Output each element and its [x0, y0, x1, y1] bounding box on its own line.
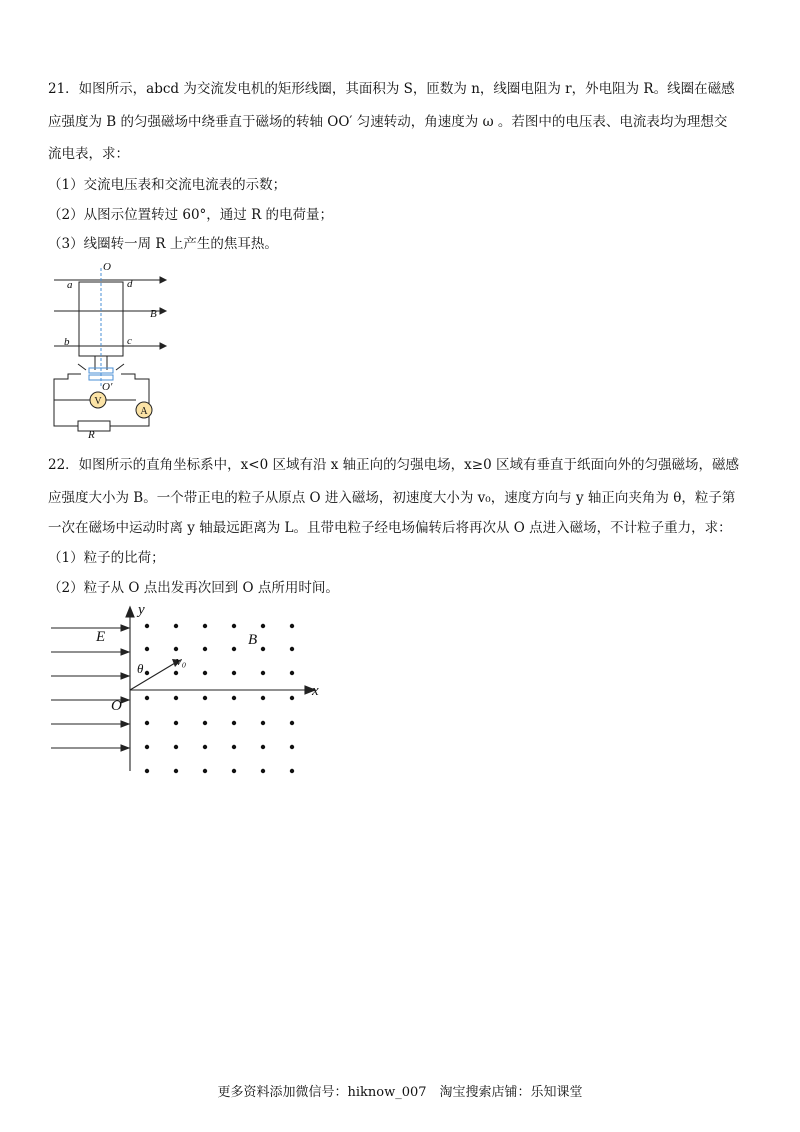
bfield-dot [290, 671, 294, 675]
bfield-dot [203, 647, 207, 651]
q22-label-x: x [312, 683, 319, 699]
q22-label-O: O [111, 698, 122, 714]
bfield-dot [145, 647, 149, 651]
bfield-dot [203, 769, 207, 773]
q22-line-3: 一次在磁场中运动时离 y 轴最远距离为 L。且带电粒子经电场偏转后将再次从 O 点进入磁场，不计粒子重力，求： [48, 520, 732, 536]
bfield-dot [261, 696, 265, 700]
q21-label-b: b [64, 336, 70, 348]
bfield-dot [232, 647, 236, 651]
efield-arrowhead [121, 697, 129, 703]
efield-arrowhead [121, 649, 129, 655]
q21-line-3: 流电表，求： [48, 146, 129, 162]
bfield-dot [203, 721, 207, 725]
bfield-dot [145, 745, 149, 749]
q21-sub-3: （3）线圈转一周 R 上产生的焦耳热。 [48, 236, 278, 252]
q22-label-E: E [96, 629, 106, 645]
q21-line-2: 应强度为 B 的匀强磁场中绕垂直于磁场的转轴 OO′ 匀速转动，角速度为 ω 。若图中的电压表、电流表均为理想交 [48, 114, 728, 130]
q21-label-A: A [140, 406, 148, 417]
q21-label-R: R [88, 429, 95, 441]
efield-arrowhead [121, 721, 129, 727]
bfield-dot [261, 647, 265, 651]
q21-label-a: a [67, 279, 73, 291]
q22-line-2: 应强度大小为 B。一个带正电的粒子从原点 O 进入磁场，初速度大小为 v₀，速度方向与 y 轴正向夹角为 θ，粒子第 [48, 490, 736, 506]
bfield-dot [145, 624, 149, 628]
q21-label-V: V [94, 396, 102, 407]
bfield-dot [290, 647, 294, 651]
q22-label-theta: θ [137, 661, 144, 676]
bfield-dot [261, 745, 265, 749]
bfield-dot [174, 696, 178, 700]
bfield-dot [232, 671, 236, 675]
bfield-dot [261, 721, 265, 725]
bfield-dot [174, 745, 178, 749]
bfield-dot [290, 745, 294, 749]
q21-label-Oprime: O′ [102, 381, 113, 393]
q22-line-1: 22．如图所示的直角坐标系中，x<0 区域有沿 x 轴正向的匀强电场，x≥0 区域有垂直于纸面向外的匀强磁场，磁感 [48, 457, 739, 473]
bfield-dot [261, 671, 265, 675]
q22-label-B: B [248, 632, 258, 648]
bfield-dot [174, 721, 178, 725]
bfield-dot [232, 745, 236, 749]
q21-line-1: 21．如图所示，abcd 为交流发电机的矩形线圈，其面积为 S，匝数为 n，线圈电阻为 r，外电阻为 R。线圈在磁感 [48, 81, 735, 97]
bfield-dot [145, 769, 149, 773]
q21-label-c: c [127, 335, 132, 347]
bfield-dot [290, 721, 294, 725]
q21-label-B: B [150, 308, 157, 320]
efield-arrowhead [121, 673, 129, 679]
bfield-dot [145, 721, 149, 725]
bfield-dot [203, 696, 207, 700]
bfield-dot [174, 671, 178, 675]
footer-ad-text: 更多资料添加微信号：hiknow_007 淘宝搜索店铺：乐知课堂 [217, 1085, 583, 1100]
q22-field-figure [45, 603, 335, 783]
q22-sub-2: （2）粒子从 O 点出发再次回到 O 点所用时间。 [48, 580, 339, 596]
efield-arrowhead [121, 745, 129, 751]
q21-label-O: O [103, 261, 111, 273]
bfield-dot [174, 624, 178, 628]
bfield-dot [174, 769, 178, 773]
bfield-dot [261, 624, 265, 628]
bfield-dot [174, 647, 178, 651]
bfield-dot [203, 624, 207, 628]
bfield-dot [232, 769, 236, 773]
q22-label-y: y [138, 602, 145, 618]
bfield-dot [203, 671, 207, 675]
bfield-dot [290, 696, 294, 700]
q22-sub-1: （1）粒子的比荷； [48, 550, 165, 566]
bfield-dot [290, 624, 294, 628]
bfield-dot [232, 696, 236, 700]
bfield-dot [232, 624, 236, 628]
q21-label-d: d [127, 278, 133, 290]
bfield-dot [145, 696, 149, 700]
bfield-dot [290, 769, 294, 773]
bfield-dot [145, 671, 149, 675]
q22-label-v0: v₀ [176, 653, 187, 668]
efield-arrowhead [121, 625, 129, 631]
q21-generator-figure [40, 258, 170, 448]
bfield-dot [261, 769, 265, 773]
q21-sub-2: （2）从图示位置转过 60°，通过 R 的电荷量； [48, 207, 334, 223]
bfield-dot [232, 721, 236, 725]
bfield-dot [203, 745, 207, 749]
q21-sub-1: （1）交流电压表和交流电流表的示数； [48, 177, 287, 193]
